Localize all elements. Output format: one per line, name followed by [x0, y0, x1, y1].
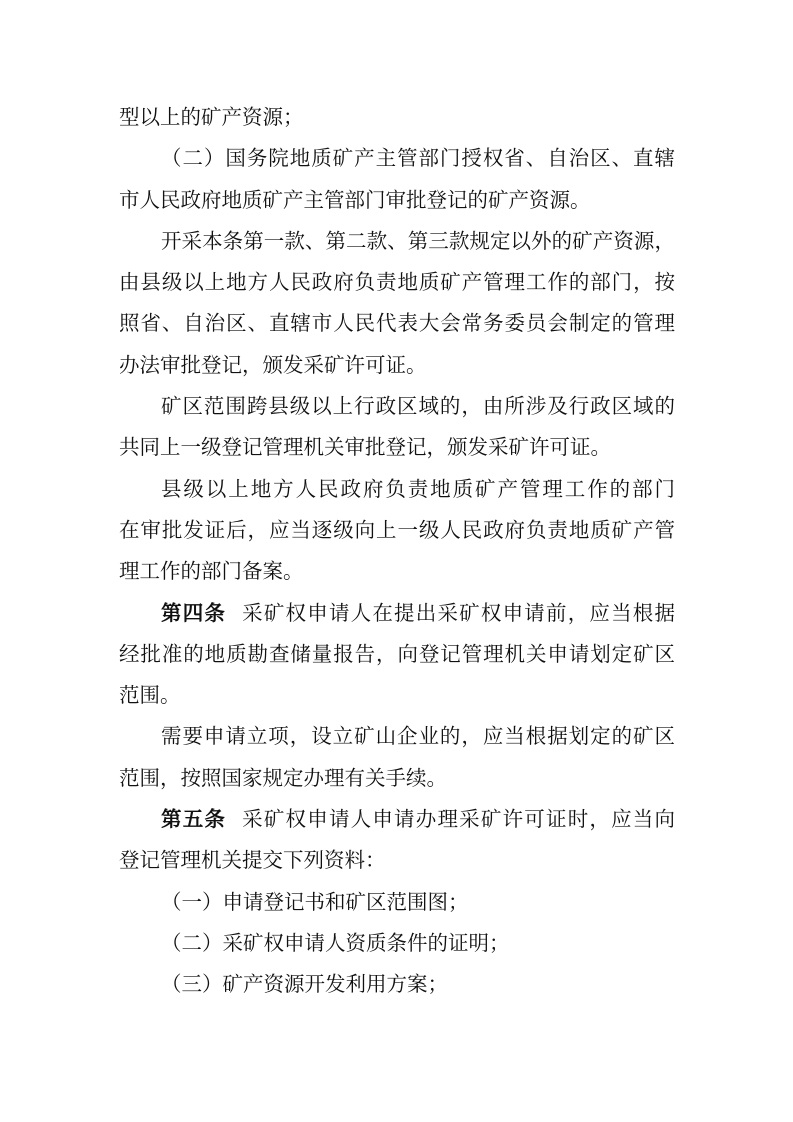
line-text: （一）申请登记书和矿区范围图； [161, 889, 469, 914]
article-heading-line [119, 593, 675, 634]
line-text: 在审批发证后，应当逐级向上一级人民政府负责地质矿产管 [119, 517, 675, 542]
text-line [119, 964, 675, 1005]
line-text: 理工作的部门备案。 [119, 559, 304, 584]
text-line [119, 469, 675, 510]
text-line [119, 138, 675, 179]
line-text: 型以上的矿产资源； [119, 105, 304, 129]
text-line [119, 675, 675, 716]
text-line [119, 97, 675, 138]
text-line [119, 510, 675, 551]
article-number: 第五条 [161, 807, 227, 832]
line-text: 经批准的地质勘查储量报告，向登记管理机关申请划定矿区 [119, 641, 675, 666]
line-text: 办法审批登记，颁发采矿许可证。 [119, 352, 427, 377]
text-line [119, 923, 675, 964]
text-line [119, 551, 675, 592]
text-line [119, 303, 675, 344]
text-line [119, 840, 675, 881]
article-heading-line [119, 799, 675, 840]
line-text: 县级以上地方人民政府负责地质矿产管理工作的部门 [161, 476, 675, 501]
line-text: 矿区范围跨县级以上行政区域的，由所涉及行政区域的 [161, 394, 675, 419]
text-line [119, 882, 675, 923]
text-line [119, 634, 675, 675]
line-text: 市人民政府地质矿产主管部门审批登记的矿产资源。 [119, 187, 591, 212]
line-text: 需要申请立项，设立矿山企业的，应当根据划定的矿区 [161, 724, 675, 749]
line-text: 由县级以上地方人民政府负责地质矿产管理工作的部门，按 [119, 270, 675, 295]
line-text: 开采本条第一款、第二款、第三款规定以外的矿产资源， [161, 228, 675, 253]
line-text: 照省、自治区、直辖市人民代表大会常务委员会制定的管理 [119, 311, 675, 336]
text-line [119, 716, 675, 757]
text-line [119, 386, 675, 427]
line-text: 范围。 [119, 683, 181, 708]
text-line [119, 221, 675, 262]
text-line [119, 427, 675, 468]
article-number: 第四条 [161, 600, 227, 625]
text-line [119, 262, 675, 303]
line-text: 登记管理机关提交下列资料： [119, 848, 386, 873]
text-line [119, 345, 675, 386]
line-text: （三）矿产资源开发利用方案； [161, 972, 448, 997]
line-text: 采矿权申请人在提出采矿权申请前，应当根据 [242, 600, 676, 625]
line-text: （二）采矿权申请人资质条件的证明； [161, 930, 510, 955]
line-text: （二）国务院地质矿产主管部门授权省、自治区、直辖 [161, 146, 675, 171]
line-text: 采矿权申请人申请办理采矿许可证时，应当向 [242, 807, 676, 832]
line-text: 范围，按照国家规定办理有关手续。 [119, 765, 447, 790]
document-body [119, 97, 675, 1006]
text-line [119, 758, 675, 799]
line-text: 共同上一级登记管理机关审批登记，颁发采矿许可证。 [119, 435, 611, 460]
text-line [119, 180, 675, 221]
